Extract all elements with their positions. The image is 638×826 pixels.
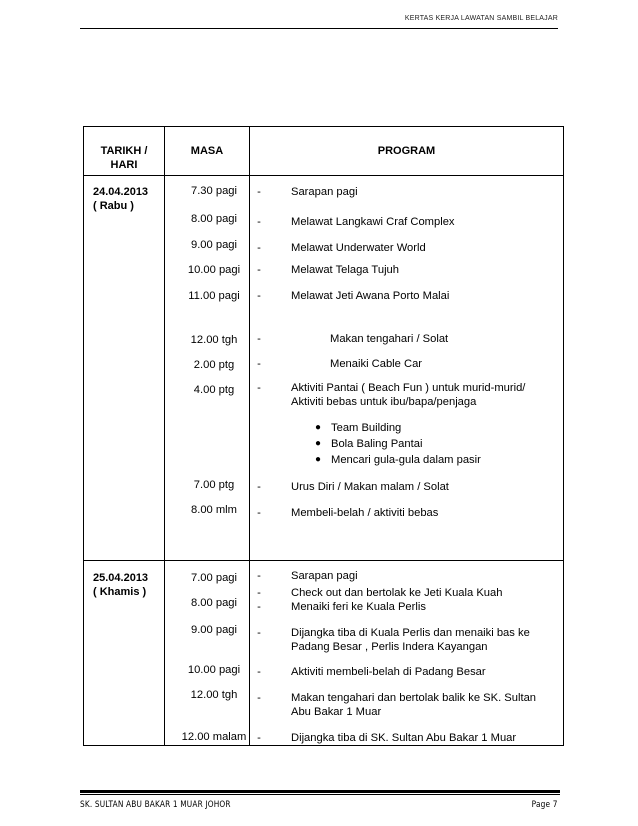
day1-program: Urus Diri / Makan malam / Solat: [291, 481, 449, 493]
program-dash: -: [257, 507, 261, 519]
program-dash: -: [257, 242, 261, 254]
day1-program: Menaiki Cable Car: [330, 358, 423, 370]
day1-time: 4.00 ptg: [193, 384, 235, 396]
day2-day: ( Khamis ): [93, 586, 147, 598]
footer-school-name: SK. SULTAN ABU BAKAR 1 MUAR JOHOR: [80, 800, 231, 810]
table-header-divider: [83, 175, 564, 176]
program-dash: -: [257, 264, 261, 276]
running-header: KERTAS KERJA LAWATAN SAMBIL BELAJAR: [404, 15, 558, 22]
activity-bullet: Bola Baling Pantai: [331, 438, 423, 450]
program-dash: -: [257, 186, 261, 198]
column-header-date: [85, 144, 163, 172]
table-border-right: [563, 126, 564, 746]
day2-time: 12.00 tgh: [190, 689, 238, 701]
schedule-table: [83, 126, 564, 746]
footer-rule-thin: [80, 794, 560, 795]
day1-program-continued: Aktiviti bebas untuk ibu/bapa/penjaga: [291, 396, 477, 408]
table-border-left: [83, 126, 84, 746]
day2-program: Makan tengahari dan bertolak balik ke SK. Sultan: [291, 692, 537, 704]
day1-day: ( Rabu ): [93, 200, 134, 212]
day2-time: 7.00 pagi: [190, 572, 238, 584]
bullet-dot: ●: [315, 438, 322, 449]
day2-program: Menaiki feri ke Kuala Perlis: [291, 601, 426, 613]
header-rule: [80, 28, 558, 29]
bullet-dot: ●: [315, 422, 322, 433]
day1-program: Melawat Langkawi Craf Complex: [291, 216, 455, 228]
day1-program: Melawat Telaga Tujuh: [291, 264, 400, 276]
day1-program: Membeli-belah / aktiviti bebas: [291, 507, 439, 519]
day2-program-continued: Padang Besar , Perlis Indera Kayangan: [291, 641, 488, 653]
program-dash: -: [257, 333, 261, 345]
day1-time: 8.00 pagi: [190, 213, 238, 225]
program-dash: -: [257, 382, 261, 394]
day1-program: Melawat Jeti Awana Porto Malai: [291, 290, 450, 302]
table-day-divider: [83, 560, 564, 561]
day1-time: 7.00 ptg: [193, 479, 235, 491]
program-dash: -: [257, 587, 261, 599]
program-dash: -: [257, 627, 261, 639]
day1-program: Sarapan pagi: [291, 186, 358, 198]
day2-program: Dijangka tiba di Kuala Perlis dan menaiki bas ke: [291, 627, 530, 639]
day2-time: 10.00 pagi: [187, 664, 241, 676]
day1-time: 2.00 ptg: [193, 359, 235, 371]
day1-date: 24.04.2013: [93, 186, 149, 198]
day2-program: Dijangka tiba di SK. Sultan Abu Bakar 1 Muar: [291, 732, 517, 744]
table-border-top: [83, 126, 564, 127]
program-dash: -: [257, 692, 261, 704]
bullet-dot: ●: [315, 454, 322, 465]
day2-program: Sarapan pagi: [291, 570, 358, 582]
day2-time: 9.00 pagi: [190, 624, 238, 636]
program-dash: -: [257, 732, 261, 744]
day1-time: 12.00 tgh: [190, 334, 238, 346]
day1-program: Aktiviti Pantai ( Beach Fun ) untuk murid-murid/: [291, 382, 526, 394]
footer-rule: [80, 790, 560, 793]
page-number: Page 7: [532, 800, 558, 810]
program-dash: -: [257, 570, 261, 582]
day1-time: 8.00 mlm: [190, 504, 237, 516]
day2-program: Aktiviti membeli-belah di Padang Besar: [291, 666, 486, 678]
day2-program: Check out dan bertolak ke Jeti Kuala Kuah: [291, 587, 503, 599]
program-dash: -: [257, 601, 261, 613]
day1-time: 11.00 pagi: [188, 290, 240, 302]
day2-program-continued: Abu Bakar 1 Muar: [291, 706, 382, 718]
column-header-program: PROGRAM: [377, 145, 436, 157]
day1-program: Makan tengahari / Solat: [330, 333, 449, 345]
program-dash: -: [257, 216, 261, 228]
column-header-time: MASA: [190, 145, 224, 157]
program-dash: -: [257, 358, 261, 370]
table-col-divider-1: [164, 126, 165, 746]
day2-date: 25.04.2013: [93, 572, 149, 584]
day1-time: 10.00 pagi: [187, 264, 241, 276]
day2-time: 8.00 pagi: [190, 597, 238, 609]
program-dash: -: [257, 290, 261, 302]
day1-program: Melawat Underwater World: [291, 242, 426, 254]
activity-bullet: Mencari gula-gula dalam pasir: [331, 454, 481, 466]
day2-time: 12.00 malam: [181, 731, 247, 743]
day1-time: 7.30 pagi: [190, 185, 238, 197]
table-border-bottom: [83, 745, 564, 746]
activity-bullet: Team Building: [331, 422, 402, 434]
day1-time: 9.00 pagi: [190, 239, 238, 251]
program-dash: -: [257, 666, 261, 678]
program-dash: -: [257, 481, 261, 493]
column-header-date-label: TARIKH / HARI: [100, 145, 148, 171]
